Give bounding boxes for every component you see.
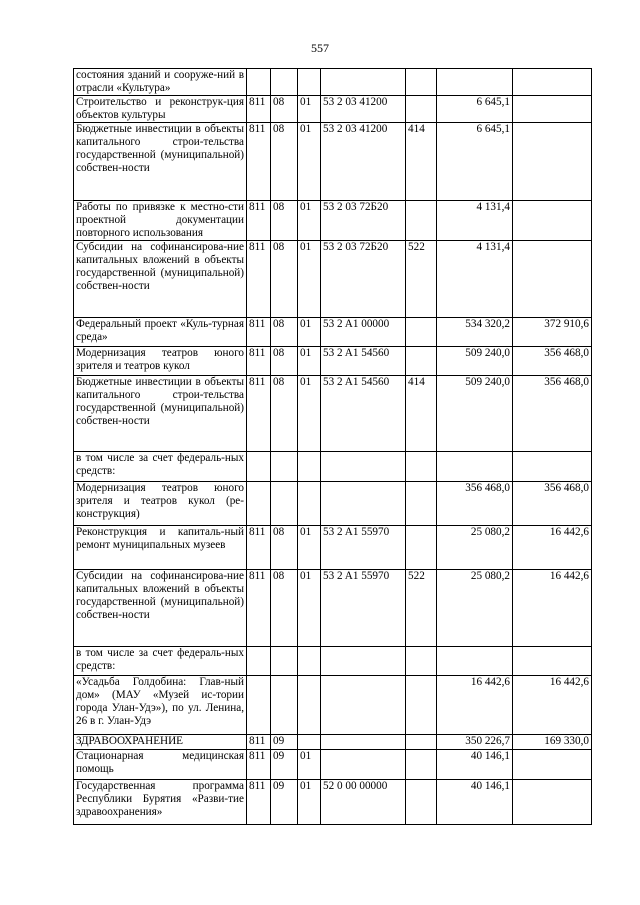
cell-name: Бюджетные инвестиции в объекты капитального строи-тельства государственной (муниципальной) собствен-ности: [74, 123, 247, 201]
cell-ved: [247, 452, 271, 482]
cell-section: 09: [271, 780, 298, 825]
cell-amount-total: [437, 69, 513, 96]
page-number: 557: [311, 41, 329, 55]
cell-section: 08: [271, 123, 298, 201]
cell-name: Субсидии на софинансирова-ние капитальных вложений в объекты государственной (муниципальной) собствен-ности: [74, 241, 247, 318]
cell-subsection: 01: [298, 96, 321, 123]
cell-subsection: 01: [298, 347, 321, 376]
cell-ved: 811: [247, 376, 271, 452]
cell-section: [271, 482, 298, 526]
cell-section: [271, 676, 298, 735]
cell-subsection: 01: [298, 123, 321, 201]
cell-ved: 811: [247, 750, 271, 780]
cell-name: Модернизация театров юного зрителя и театров кукол (ре-конструкция): [74, 482, 247, 526]
cell-section: 08: [271, 526, 298, 570]
cell-name: Государственная программа Республики Бурятия «Разви-тие здравоохранения»: [74, 780, 247, 825]
table-row: [74, 482, 592, 526]
cell-expense-type: [406, 735, 437, 750]
cell-target-article: 53 2 A1 00000: [321, 318, 406, 347]
cell-expense-type: [406, 676, 437, 735]
cell-amount-total: 25 080,2: [437, 570, 513, 647]
cell-target-article: [321, 647, 406, 676]
cell-amount-total: 350 226,7: [437, 735, 513, 750]
cell-section: [271, 69, 298, 96]
cell-name: Модернизация театров юного зрителя и театров кукол: [74, 347, 247, 376]
cell-amount-federal: 356 468,0: [513, 347, 592, 376]
cell-ved: [247, 482, 271, 526]
cell-section: 09: [271, 735, 298, 750]
cell-ved: [247, 676, 271, 735]
cell-name: Бюджетные инвестиции в объекты капитального строи-тельства государственной (муниципальной) собствен-ности: [74, 376, 247, 452]
table-body: [74, 69, 592, 825]
cell-expense-type: [406, 647, 437, 676]
cell-amount-federal: [513, 201, 592, 241]
cell-amount-total: 25 080,2: [437, 526, 513, 570]
cell-target-article: [321, 482, 406, 526]
table-row: [74, 347, 592, 376]
cell-amount-federal: 169 330,0: [513, 735, 592, 750]
cell-expense-type: [406, 780, 437, 825]
cell-name: Работы по привязке к местно-сти проектной документации повторного использования: [74, 201, 247, 241]
cell-amount-total: 4 131,4: [437, 241, 513, 318]
cell-expense-type: [406, 347, 437, 376]
cell-amount-total: 4 131,4: [437, 201, 513, 241]
cell-amount-total: 40 146,1: [437, 750, 513, 780]
cell-ved: 811: [247, 318, 271, 347]
cell-amount-federal: 16 442,6: [513, 570, 592, 647]
budget-table: [73, 68, 592, 825]
cell-ved: 811: [247, 96, 271, 123]
cell-amount-federal: [513, 96, 592, 123]
cell-expense-type: [406, 452, 437, 482]
cell-target-article: 53 2 03 72Б20: [321, 201, 406, 241]
cell-section: [271, 647, 298, 676]
cell-amount-federal: [513, 780, 592, 825]
table-row: [74, 376, 592, 452]
cell-amount-total: 356 468,0: [437, 482, 513, 526]
cell-name: Стационарная медицинская помощь: [74, 750, 247, 780]
cell-subsection: 01: [298, 241, 321, 318]
cell-name: «Усадьба Голдобина: Глав-ный дом» (МАУ «Музей ис-тории города Улан-Удэ»), по ул. Ленина, 26 в г. Улан-Удэ: [74, 676, 247, 735]
cell-amount-total: 509 240,0: [437, 376, 513, 452]
cell-section: 08: [271, 201, 298, 241]
cell-target-article: 53 2 A1 54560: [321, 347, 406, 376]
cell-ved: 811: [247, 735, 271, 750]
cell-subsection: [298, 452, 321, 482]
cell-target-article: [321, 452, 406, 482]
cell-expense-type: [406, 482, 437, 526]
table-row: [74, 526, 592, 570]
cell-target-article: 53 2 03 41200: [321, 96, 406, 123]
table-row: [74, 676, 592, 735]
cell-expense-type: [406, 318, 437, 347]
cell-target-article: 53 2 03 41200: [321, 123, 406, 201]
cell-target-article: 53 2 03 72Б20: [321, 241, 406, 318]
cell-expense-type: 414: [406, 376, 437, 452]
cell-target-article: [321, 676, 406, 735]
cell-ved: 811: [247, 347, 271, 376]
cell-target-article: [321, 69, 406, 96]
table-row: [74, 69, 592, 96]
cell-expense-type: [406, 526, 437, 570]
cell-expense-type: 414: [406, 123, 437, 201]
cell-target-article: [321, 750, 406, 780]
cell-section: 08: [271, 96, 298, 123]
cell-name: Субсидии на софинансирова-ние капитальных вложений в объекты государственной (муниципальной) собствен-ности: [74, 570, 247, 647]
table-row: [74, 735, 592, 750]
cell-section: 08: [271, 241, 298, 318]
table-row: [74, 647, 592, 676]
cell-subsection: [298, 69, 321, 96]
cell-amount-federal: [513, 69, 592, 96]
cell-amount-federal: [513, 241, 592, 318]
cell-amount-total: 6 645,1: [437, 123, 513, 201]
cell-amount-total: [437, 647, 513, 676]
cell-name: Строительство и реконструк-ция объектов культуры: [74, 96, 247, 123]
cell-target-article: 53 2 A1 54560: [321, 376, 406, 452]
cell-name: ЗДРАВООХРАНЕНИЕ: [74, 735, 247, 750]
cell-amount-federal: 16 442,6: [513, 526, 592, 570]
cell-amount-total: 509 240,0: [437, 347, 513, 376]
cell-section: [271, 452, 298, 482]
cell-target-article: 53 2 A1 55970: [321, 526, 406, 570]
table-row: [74, 570, 592, 647]
cell-target-article: [321, 735, 406, 750]
cell-subsection: [298, 647, 321, 676]
cell-name: Реконструкция и капиталь-ный ремонт муниципальных музеев: [74, 526, 247, 570]
cell-target-article: 53 2 A1 55970: [321, 570, 406, 647]
cell-section: 08: [271, 318, 298, 347]
cell-ved: 811: [247, 201, 271, 241]
cell-subsection: 01: [298, 750, 321, 780]
cell-subsection: [298, 676, 321, 735]
cell-amount-federal: 372 910,6: [513, 318, 592, 347]
cell-amount-total: [437, 452, 513, 482]
cell-expense-type: 522: [406, 241, 437, 318]
cell-subsection: 01: [298, 780, 321, 825]
cell-amount-federal: [513, 647, 592, 676]
cell-amount-total: 534 320,2: [437, 318, 513, 347]
cell-expense-type: 522: [406, 570, 437, 647]
cell-ved: [247, 69, 271, 96]
table-row: [74, 96, 592, 123]
cell-subsection: 01: [298, 318, 321, 347]
table-row: [74, 318, 592, 347]
table-row: [74, 123, 592, 201]
cell-amount-federal: 16 442,6: [513, 676, 592, 735]
table-row: [74, 201, 592, 241]
cell-subsection: 01: [298, 570, 321, 647]
cell-ved: 811: [247, 241, 271, 318]
cell-amount-federal: [513, 123, 592, 201]
cell-name: состояния зданий и сооруже-ний в отрасли «Культура»: [74, 69, 247, 96]
cell-expense-type: [406, 750, 437, 780]
cell-amount-federal: 356 468,0: [513, 376, 592, 452]
cell-section: 08: [271, 570, 298, 647]
cell-expense-type: [406, 96, 437, 123]
cell-expense-type: [406, 69, 437, 96]
cell-amount-total: 6 645,1: [437, 96, 513, 123]
cell-subsection: 01: [298, 201, 321, 241]
cell-subsection: [298, 735, 321, 750]
cell-name: в том числе за счет федераль-ных средств:: [74, 452, 247, 482]
cell-ved: 811: [247, 123, 271, 201]
cell-name: Федеральный проект «Куль-турная среда»: [74, 318, 247, 347]
table-row: [74, 241, 592, 318]
table-row: [74, 452, 592, 482]
cell-ved: 811: [247, 526, 271, 570]
cell-amount-total: 16 442,6: [437, 676, 513, 735]
cell-expense-type: [406, 201, 437, 241]
cell-amount-federal: [513, 452, 592, 482]
cell-ved: [247, 647, 271, 676]
cell-ved: 811: [247, 570, 271, 647]
cell-ved: 811: [247, 780, 271, 825]
cell-amount-total: 40 146,1: [437, 780, 513, 825]
cell-amount-federal: [513, 750, 592, 780]
table-row: [74, 780, 592, 825]
table-row: [74, 750, 592, 780]
cell-target-article: 52 0 00 00000: [321, 780, 406, 825]
cell-section: 08: [271, 376, 298, 452]
cell-name: в том числе за счет федераль-ных средств:: [74, 647, 247, 676]
cell-amount-federal: 356 468,0: [513, 482, 592, 526]
cell-subsection: [298, 482, 321, 526]
cell-section: 08: [271, 347, 298, 376]
cell-section: 09: [271, 750, 298, 780]
cell-subsection: 01: [298, 526, 321, 570]
cell-subsection: 01: [298, 376, 321, 452]
